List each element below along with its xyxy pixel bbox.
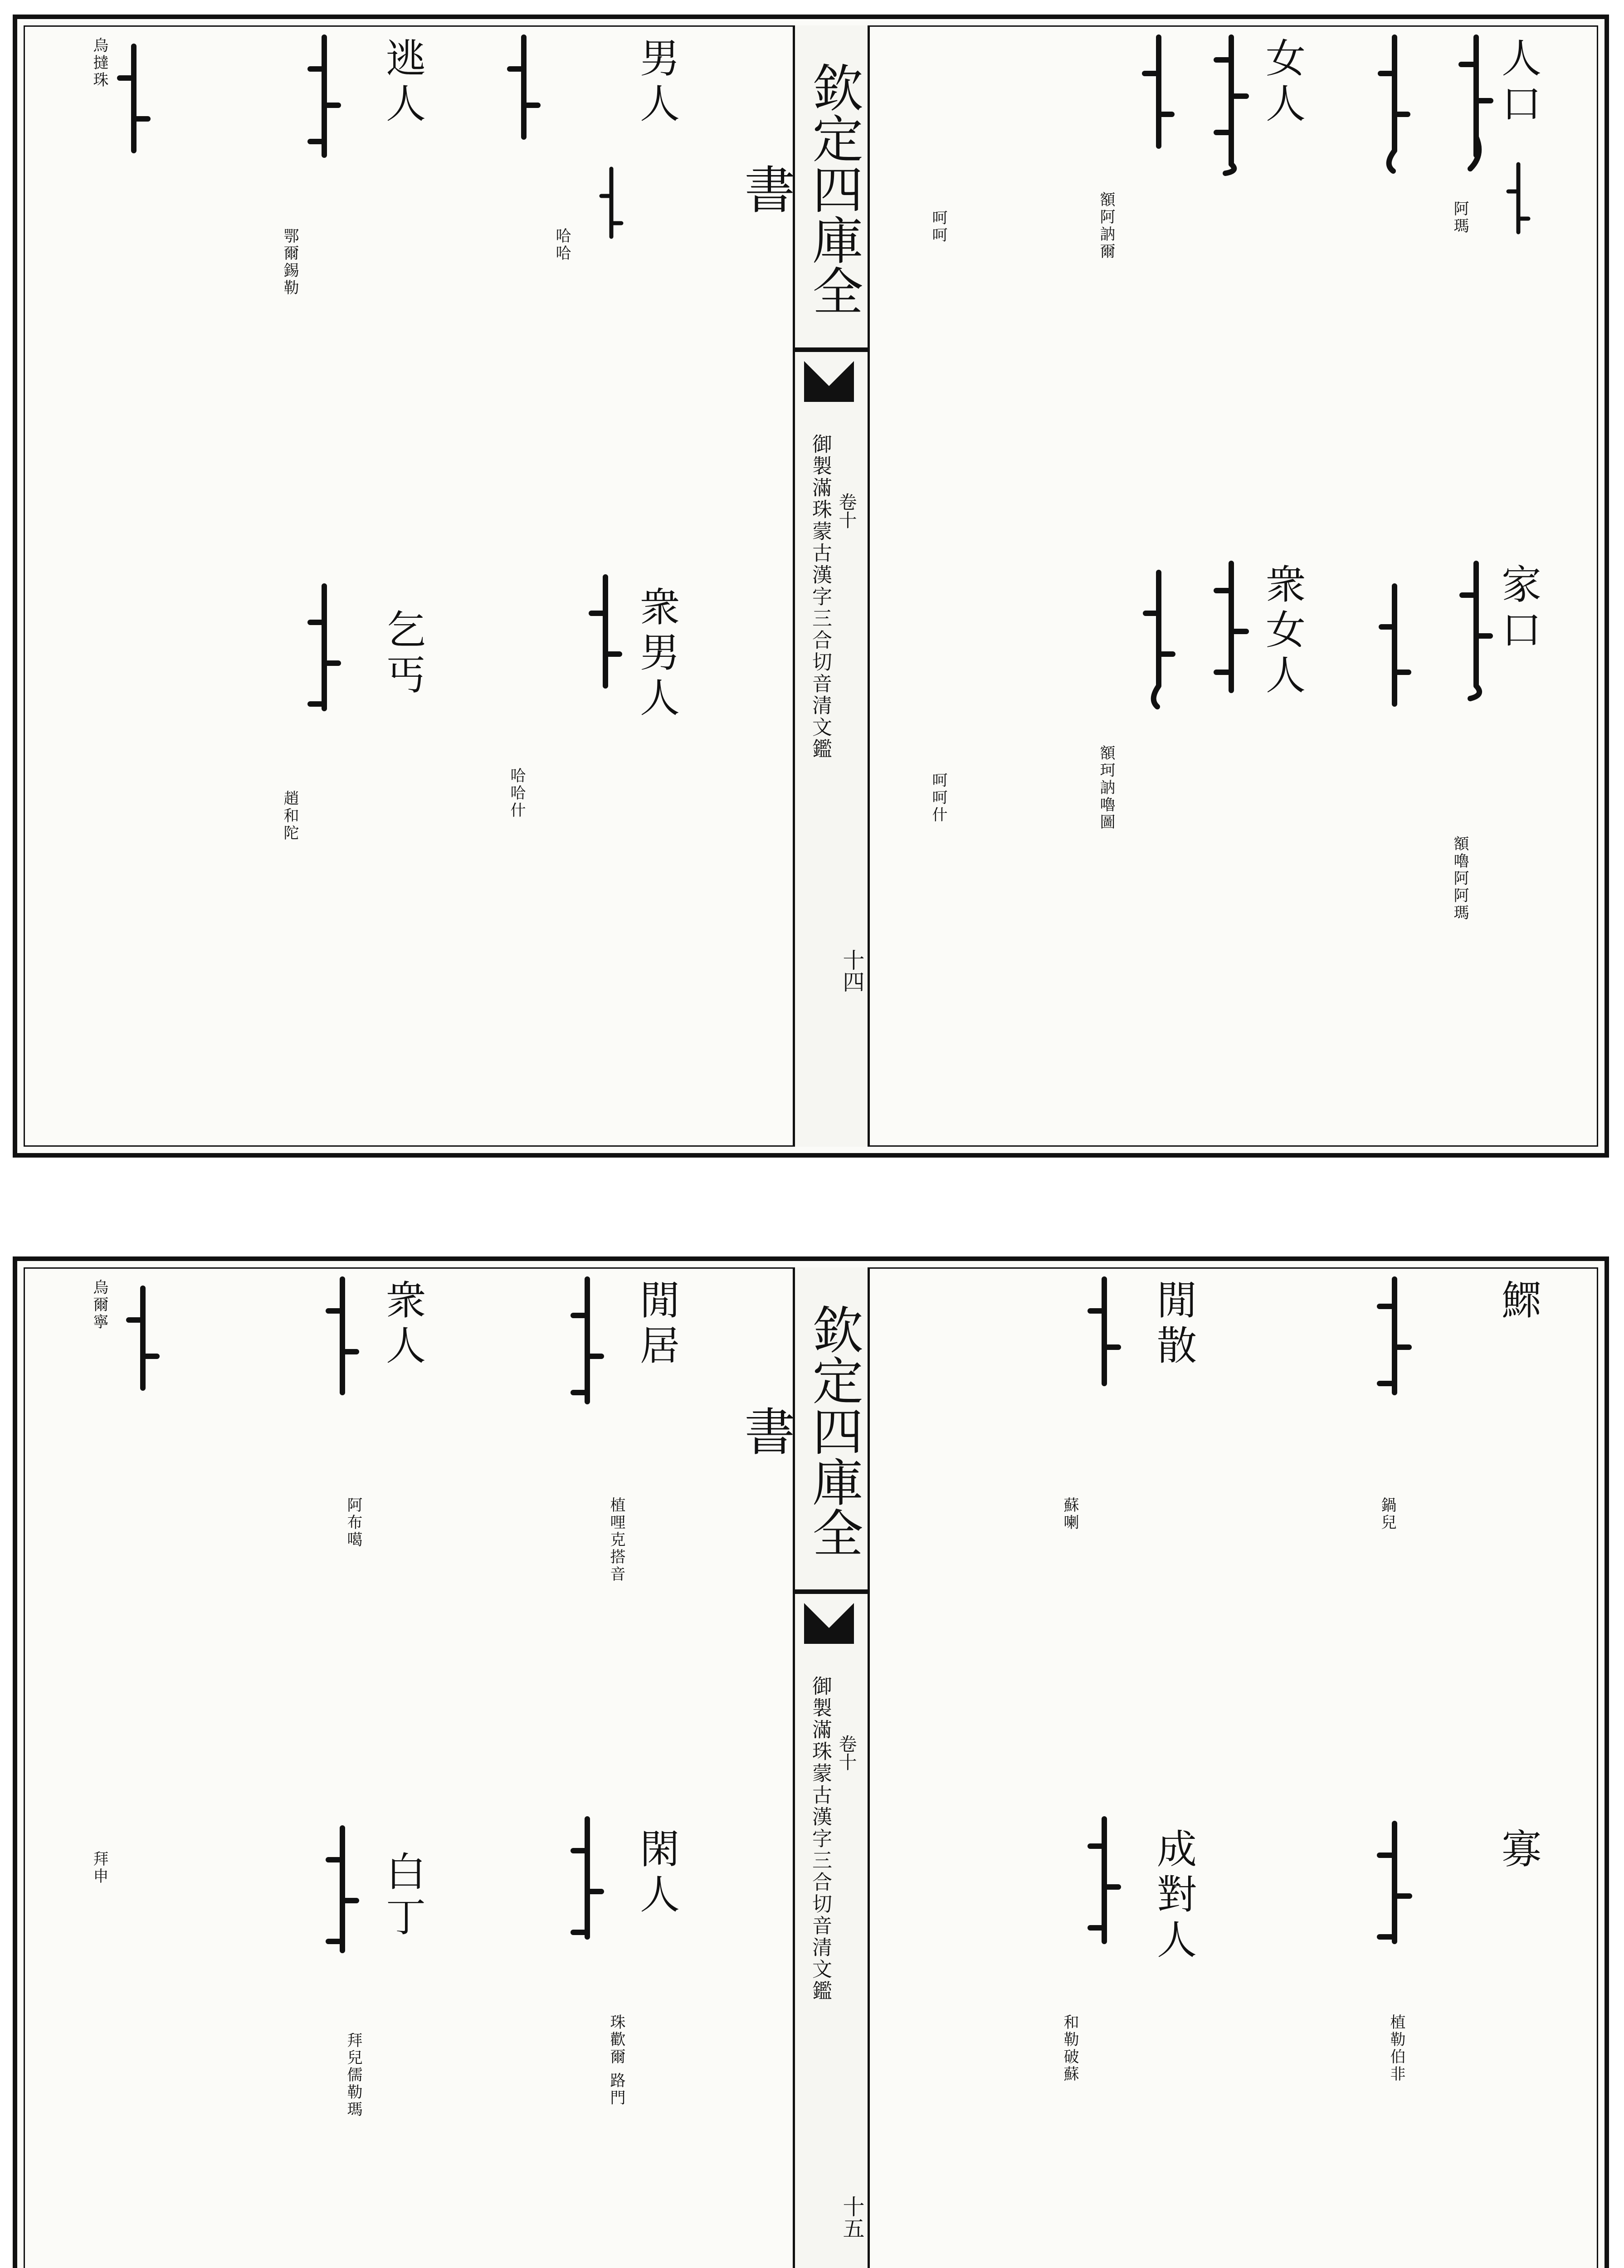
entry-headword: 家口 [1495, 563, 1542, 654]
entry-gloss: 額珂訥嚕圖 [1097, 745, 1115, 831]
entry-gloss: 哈哈 [553, 228, 571, 262]
entry-gloss: 烏爾寧 [90, 1279, 108, 1331]
spine-volume: 卷十 [836, 1735, 857, 1771]
entry-headword: 衆女人 [1259, 563, 1306, 699]
entry-headword: 閒居 [634, 1279, 680, 1370]
document-page-bottom [13, 1256, 1609, 2268]
spine-folio: 十四 [839, 949, 864, 992]
spine-book-title: 御製滿珠蒙古漢字三合切音清文鑑 [809, 434, 832, 760]
entry-gloss: 趙和陀 [281, 790, 299, 842]
spine-title: 欽定四庫全書 [736, 1304, 863, 1558]
page-spine [736, 1267, 870, 2268]
entry-headword: 白丁 [380, 1851, 426, 1941]
manchu-script-icon [1212, 37, 1251, 173]
entry-gloss: 額阿訥爾 [1097, 191, 1115, 260]
manchu-script-icon [1085, 1819, 1124, 1955]
manchu-script-icon [1457, 37, 1496, 173]
mongol-script-icon [1375, 37, 1414, 173]
entry-gloss: 烏撻珠 [90, 37, 108, 89]
manchu-script-icon [568, 1279, 607, 1415]
mongol-script-icon [1375, 586, 1414, 722]
entry-gloss: 拜申 [90, 1851, 108, 1885]
manchu-script-icon [586, 577, 625, 713]
manchu-script-icon [1085, 1279, 1124, 1415]
entry-headword: 衆人 [380, 1279, 426, 1370]
manchu-script-icon [504, 37, 543, 173]
entry-gloss: 植勒伯非 [1387, 2014, 1405, 2083]
entry-gloss: 額嚕阿阿瑪 [1451, 836, 1469, 922]
fish-tail-mark-icon [804, 361, 854, 402]
spine-book-title: 御製滿珠蒙古漢字三合切音清文鑑 [809, 1676, 832, 2002]
mongol-script-icon [1139, 37, 1178, 173]
entry-headword: 人口 [1495, 37, 1542, 128]
entry-headword: 男人 [634, 37, 680, 128]
entry-headword: 女人 [1259, 37, 1306, 128]
entry-gloss: 哈哈什 [507, 767, 526, 819]
entry-headword: 成對人 [1151, 1828, 1197, 1964]
manchu-script-icon [323, 1279, 362, 1415]
spine-divider [793, 347, 870, 352]
manchu-script-icon [123, 1288, 162, 1424]
entry-gloss: 拜兒儒勒瑪 [344, 2032, 362, 2118]
transcription-script-icon [1505, 164, 1532, 246]
spine-divider [793, 1589, 870, 1594]
entry-gloss: 呵呵 [929, 210, 947, 244]
entry-gloss: 阿瑪 [1451, 200, 1469, 235]
entry-headword: 閑人 [634, 1828, 680, 1919]
entry-headword: 逃人 [380, 37, 426, 128]
entry-gloss: 和勒破蘇 [1061, 2014, 1079, 2083]
manchu-script-icon [323, 1828, 362, 1964]
document-page-top [13, 15, 1609, 1158]
manchu-script-icon [305, 586, 344, 722]
manchu-script-icon [305, 37, 344, 173]
manchu-script-icon [1375, 1279, 1414, 1415]
entry-gloss: 蘇喇 [1061, 1497, 1079, 1531]
entry-headword: 乞丐 [380, 609, 426, 699]
fish-tail-mark-icon [804, 1603, 854, 1644]
manchu-script-icon [1457, 563, 1496, 699]
manchu-script-icon [1375, 1823, 1414, 1960]
manchu-script-icon [568, 1819, 607, 1955]
entry-headword: 寡 [1495, 1828, 1542, 1873]
spine-volume: 卷十 [836, 493, 857, 529]
manchu-script-icon [1212, 563, 1251, 699]
spine-folio: 十五 [839, 2195, 864, 2239]
page-spine [736, 25, 870, 1147]
entry-headword: 衆男人 [634, 586, 680, 722]
entry-gloss: 珠歡爾 路門 [607, 2014, 625, 2107]
mongol-script-icon [598, 169, 625, 250]
entry-gloss: 呵呵什 [929, 772, 947, 824]
entry-headword: 鰥 [1495, 1279, 1542, 1325]
entry-headword: 閒散 [1151, 1279, 1197, 1370]
entry-gloss: 鍋兒 [1378, 1497, 1396, 1531]
entry-gloss: 鄂爾錫勒 [281, 228, 299, 297]
spine-title: 欽定四庫全書 [736, 62, 863, 316]
manchu-script-icon [114, 46, 153, 182]
entry-gloss: 阿布噶 [344, 1497, 362, 1549]
mongol-script-icon [1139, 572, 1178, 709]
entry-gloss: 植哩克搭音 [607, 1497, 625, 1583]
